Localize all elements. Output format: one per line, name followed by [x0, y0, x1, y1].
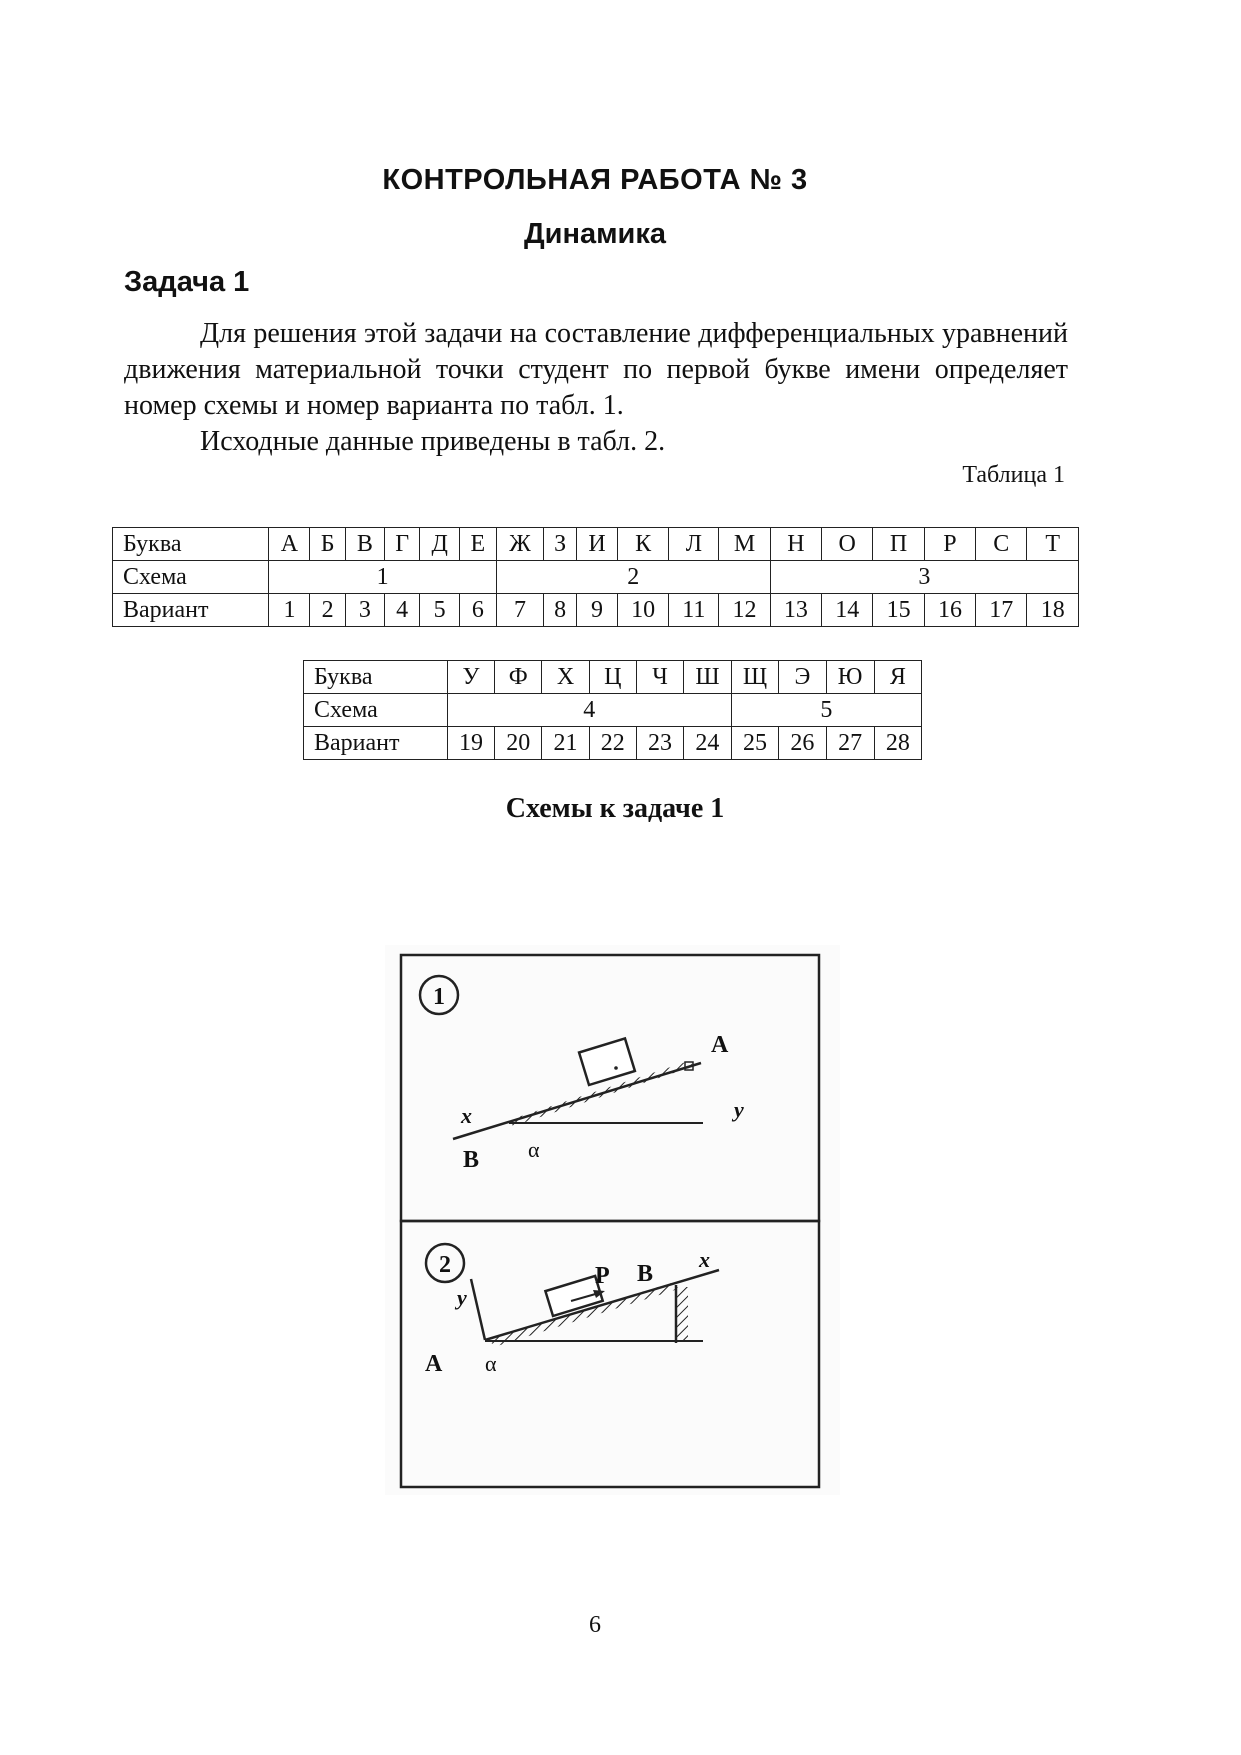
letter-cell: Ч	[636, 661, 683, 694]
variant-cell: 3	[345, 594, 384, 627]
variant-cell: 19	[447, 727, 494, 760]
variant-cell: 14	[822, 594, 873, 627]
variant-cell: 4	[384, 594, 420, 627]
letter-cell: Н	[770, 528, 821, 561]
letter-cell: Х	[542, 661, 589, 694]
variant-cell: 28	[874, 727, 921, 760]
scheme-cell: 4	[447, 694, 731, 727]
schemes-row	[113, 561, 1079, 594]
variant-cell: 17	[976, 594, 1027, 627]
variant-cell: 24	[684, 727, 732, 760]
letter-cell: О	[822, 528, 873, 561]
variant-cell: 2	[310, 594, 345, 627]
variant-table-2	[303, 660, 922, 760]
scheme-2-label-a: A	[425, 1351, 443, 1377]
page-number: 6	[589, 1612, 601, 1638]
scheme-cell: 5	[731, 694, 921, 727]
row-label: Схема	[113, 561, 269, 594]
letter-cell: Ш	[684, 661, 732, 694]
variant-cell: 9	[577, 594, 618, 627]
letter-cell: А	[269, 528, 310, 561]
scheme-1-label-b: B	[463, 1147, 480, 1173]
variant-cell: 8	[544, 594, 577, 627]
letter-cell: С	[976, 528, 1027, 561]
letter-cell: З	[544, 528, 577, 561]
letter-cell: Ф	[495, 661, 542, 694]
page-title: КОНТРОЛЬНАЯ РАБОТА № 3	[382, 164, 808, 196]
letters-row	[304, 661, 922, 694]
letter-cell: У	[447, 661, 494, 694]
letter-cell: Л	[669, 528, 719, 561]
row-label: Буква	[304, 661, 448, 694]
scheme-1-label-x: x	[461, 1103, 472, 1128]
letter-cell: Ю	[826, 661, 874, 694]
letter-cell: Д	[420, 528, 460, 561]
row-label: Вариант	[113, 594, 269, 627]
letter-cell: Э	[779, 661, 826, 694]
letter-cell: Ц	[589, 661, 636, 694]
scheme-2-label-p: P	[595, 1263, 610, 1289]
source-data-paragraph: Исходные данные приведены в табл. 2.	[200, 426, 666, 457]
scheme-1-label-y: y	[734, 1097, 744, 1122]
letter-cell: Б	[310, 528, 345, 561]
scheme-2-label-y: y	[457, 1285, 467, 1310]
letter-cell: К	[618, 528, 669, 561]
letter-cell: И	[577, 528, 618, 561]
scheme-cell: 1	[269, 561, 496, 594]
letter-cell: Г	[384, 528, 420, 561]
variant-cell: 5	[420, 594, 460, 627]
variant-cell: 15	[873, 594, 924, 627]
row-label: Вариант	[304, 727, 448, 760]
scheme-1-block-dot	[614, 1066, 618, 1070]
letter-cell: П	[873, 528, 924, 561]
schemes-figure	[385, 945, 840, 1495]
task-heading: Задача 1	[124, 266, 250, 298]
variants-row	[304, 727, 922, 760]
table-caption: Таблица 1	[962, 462, 1065, 488]
scheme-2-label-alpha: α	[485, 1351, 497, 1376]
variant-cell: 26	[779, 727, 826, 760]
variant-cell: 20	[495, 727, 542, 760]
scheme-2-wall-hatching	[676, 1287, 688, 1341]
scheme-cell: 2	[496, 561, 770, 594]
variant-cell: 22	[589, 727, 636, 760]
scheme-1-number: 1	[433, 984, 445, 1010]
variant-table-1	[112, 527, 1079, 627]
variant-cell: 16	[924, 594, 975, 627]
schemes-row	[304, 694, 922, 727]
letter-cell: Щ	[731, 661, 779, 694]
letters-row	[113, 528, 1079, 561]
scheme-cell: 3	[770, 561, 1078, 594]
scheme-1-label-a: A	[711, 1032, 729, 1058]
letter-cell: М	[719, 528, 770, 561]
scheme-2-label-b: B	[637, 1261, 654, 1287]
letter-cell: Р	[924, 528, 975, 561]
variant-cell: 25	[731, 727, 779, 760]
variant-cell: 6	[459, 594, 496, 627]
variants-row	[113, 594, 1079, 627]
scheme-1-label-alpha: α	[528, 1137, 540, 1162]
schemes-title: Схемы к задаче 1	[505, 793, 725, 824]
scheme-2-number: 2	[439, 1252, 451, 1278]
row-label: Буква	[113, 528, 269, 561]
letter-cell: Т	[1027, 528, 1079, 561]
variant-cell: 7	[496, 594, 544, 627]
section-subtitle: Динамика	[523, 218, 667, 250]
scheme-2-label-x: x	[699, 1247, 710, 1272]
variant-cell: 27	[826, 727, 874, 760]
variant-cell: 12	[719, 594, 770, 627]
variant-cell: 13	[770, 594, 821, 627]
variant-cell: 10	[618, 594, 669, 627]
letter-cell: Ж	[496, 528, 544, 561]
row-label: Схема	[304, 694, 448, 727]
variant-cell: 23	[636, 727, 683, 760]
variant-cell: 21	[542, 727, 589, 760]
variant-cell: 1	[269, 594, 310, 627]
variant-cell: 11	[669, 594, 719, 627]
task-paragraph: Для решения этой задачи на составление дифференциальных уравнений движения материальной точки студент по первой букве имени определяет номер схемы и номер варианта по табл. 1.	[124, 318, 1068, 421]
letter-cell: Я	[874, 661, 921, 694]
letter-cell: Е	[459, 528, 496, 561]
letter-cell: В	[345, 528, 384, 561]
variant-cell: 18	[1027, 594, 1079, 627]
